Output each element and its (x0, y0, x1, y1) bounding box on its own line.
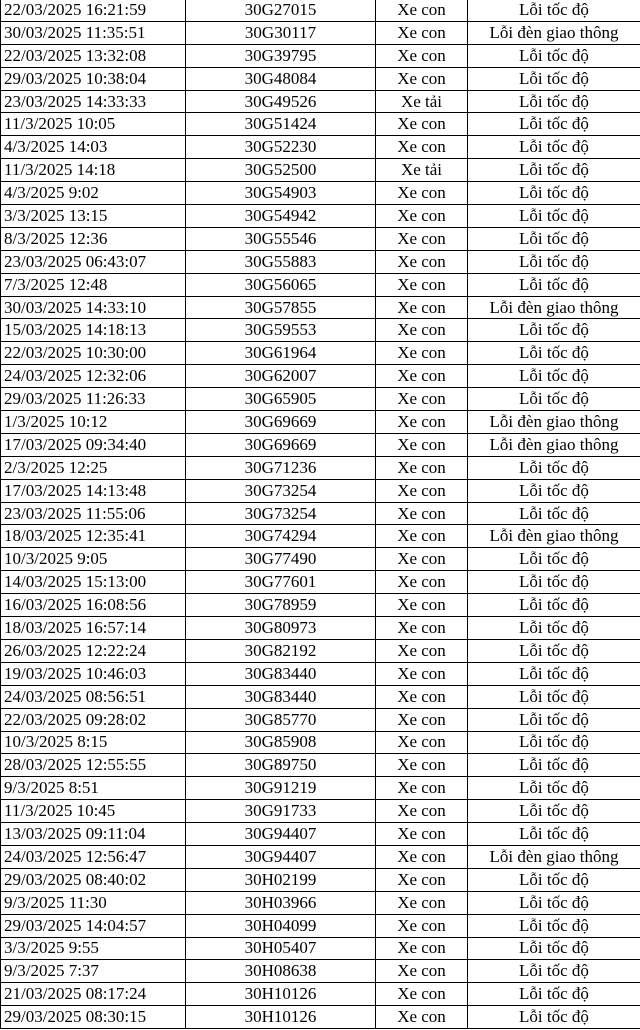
violation-type-cell: Lỗi tốc độ (468, 502, 640, 525)
violation-type-cell: Lỗi tốc độ (468, 44, 640, 67)
vehicle-type-cell: Xe con (376, 1006, 468, 1029)
violation-type-cell: Lỗi tốc độ (468, 914, 640, 937)
vehicle-type-cell: Xe con (376, 548, 468, 571)
license-plate-cell: 30G80973 (186, 617, 376, 640)
violation-time-cell: 30/03/2025 14:33:10 (1, 296, 186, 319)
license-plate-cell: 30G56065 (186, 273, 376, 296)
license-plate-cell: 30G51424 (186, 113, 376, 136)
vehicle-type-cell: Xe con (376, 983, 468, 1006)
license-plate-cell: 30H10126 (186, 983, 376, 1006)
table-row (1, 113, 640, 136)
vehicle-type-cell: Xe con (376, 823, 468, 846)
table-row (1, 594, 640, 617)
violation-time-cell: 29/03/2025 10:38:04 (1, 67, 186, 90)
table-row (1, 708, 640, 731)
table-row (1, 662, 640, 685)
table-row (1, 90, 640, 113)
violation-type-cell: Lỗi đèn giao thông (468, 21, 640, 44)
table-row (1, 525, 640, 548)
table-row (1, 800, 640, 823)
violations-table-body (1, 0, 640, 1029)
table-row (1, 411, 640, 434)
violation-time-cell: 17/03/2025 14:13:48 (1, 479, 186, 502)
violation-type-cell: Lỗi tốc độ (468, 617, 640, 640)
violation-type-cell: Lỗi tốc độ (468, 182, 640, 205)
vehicle-type-cell: Xe con (376, 205, 468, 228)
license-plate-cell: 30H02199 (186, 868, 376, 891)
violation-type-cell: Lỗi đèn giao thông (468, 411, 640, 434)
vehicle-type-cell: Xe con (376, 754, 468, 777)
vehicle-type-cell: Xe con (376, 800, 468, 823)
vehicle-type-cell: Xe con (376, 0, 468, 21)
violation-type-cell: Lỗi tốc độ (468, 456, 640, 479)
violation-type-cell: Lỗi đèn giao thông (468, 433, 640, 456)
table-row (1, 937, 640, 960)
violation-type-cell: Lỗi đèn giao thông (468, 525, 640, 548)
violation-type-cell: Lỗi tốc độ (468, 823, 640, 846)
license-plate-cell: 30G94407 (186, 845, 376, 868)
violation-type-cell: Lỗi tốc độ (468, 0, 640, 21)
violation-type-cell: Lỗi tốc độ (468, 868, 640, 891)
table-row (1, 250, 640, 273)
license-plate-cell: 30G85770 (186, 708, 376, 731)
vehicle-type-cell: Xe con (376, 914, 468, 937)
table-row (1, 571, 640, 594)
vehicle-type-cell: Xe con (376, 319, 468, 342)
table-row (1, 914, 640, 937)
violation-time-cell: 10/3/2025 8:15 (1, 731, 186, 754)
violation-type-cell: Lỗi tốc độ (468, 388, 640, 411)
license-plate-cell: 30G73254 (186, 479, 376, 502)
license-plate-cell: 30H05407 (186, 937, 376, 960)
license-plate-cell: 30G62007 (186, 365, 376, 388)
violation-type-cell: Lỗi tốc độ (468, 113, 640, 136)
violation-type-cell: Lỗi tốc độ (468, 548, 640, 571)
table-row (1, 960, 640, 983)
table-row (1, 639, 640, 662)
vehicle-type-cell: Xe con (376, 639, 468, 662)
violation-time-cell: 24/03/2025 12:56:47 (1, 845, 186, 868)
violation-time-cell: 14/03/2025 15:13:00 (1, 571, 186, 594)
license-plate-cell: 30G27015 (186, 0, 376, 21)
vehicle-type-cell: Xe con (376, 731, 468, 754)
table-row (1, 0, 640, 21)
license-plate-cell: 30G61964 (186, 342, 376, 365)
vehicle-type-cell: Xe con (376, 525, 468, 548)
license-plate-cell: 30H03966 (186, 891, 376, 914)
violation-time-cell: 29/03/2025 11:26:33 (1, 388, 186, 411)
violation-type-cell: Lỗi tốc độ (468, 250, 640, 273)
license-plate-cell: 30G54903 (186, 182, 376, 205)
violation-time-cell: 23/03/2025 14:33:33 (1, 90, 186, 113)
vehicle-type-cell: Xe con (376, 273, 468, 296)
table-row (1, 388, 640, 411)
vehicle-type-cell: Xe con (376, 868, 468, 891)
table-row (1, 479, 640, 502)
license-plate-cell: 30G91219 (186, 777, 376, 800)
table-row (1, 754, 640, 777)
vehicle-type-cell: Xe con (376, 845, 468, 868)
vehicle-type-cell: Xe con (376, 182, 468, 205)
violation-time-cell: 30/03/2025 11:35:51 (1, 21, 186, 44)
violation-type-cell: Lỗi tốc độ (468, 479, 640, 502)
violation-time-cell: 9/3/2025 11:30 (1, 891, 186, 914)
vehicle-type-cell: Xe con (376, 365, 468, 388)
violation-time-cell: 2/3/2025 12:25 (1, 456, 186, 479)
table-row (1, 617, 640, 640)
table-row (1, 44, 640, 67)
violation-time-cell: 18/03/2025 12:35:41 (1, 525, 186, 548)
violation-type-cell: Lỗi tốc độ (468, 227, 640, 250)
vehicle-type-cell: Xe con (376, 960, 468, 983)
violation-type-cell: Lỗi tốc độ (468, 205, 640, 228)
table-row (1, 548, 640, 571)
violation-time-cell: 24/03/2025 12:32:06 (1, 365, 186, 388)
violation-type-cell: Lỗi tốc độ (468, 891, 640, 914)
violation-time-cell: 11/3/2025 14:18 (1, 159, 186, 182)
table-row (1, 1006, 640, 1029)
violation-type-cell: Lỗi tốc độ (468, 319, 640, 342)
table-row (1, 136, 640, 159)
license-plate-cell: 30G89750 (186, 754, 376, 777)
table-row (1, 67, 640, 90)
violation-time-cell: 22/03/2025 13:32:08 (1, 44, 186, 67)
violation-type-cell: Lỗi đèn giao thông (468, 845, 640, 868)
table-row (1, 731, 640, 754)
table-row (1, 342, 640, 365)
violation-type-cell: Lỗi tốc độ (468, 731, 640, 754)
vehicle-type-cell: Xe con (376, 594, 468, 617)
license-plate-cell: 30G91733 (186, 800, 376, 823)
violation-time-cell: 19/03/2025 10:46:03 (1, 662, 186, 685)
table-row (1, 868, 640, 891)
violation-time-cell: 29/03/2025 08:30:15 (1, 1006, 186, 1029)
license-plate-cell: 30G85908 (186, 731, 376, 754)
violation-type-cell: Lỗi tốc độ (468, 960, 640, 983)
vehicle-type-cell: Xe con (376, 937, 468, 960)
vehicle-type-cell: Xe con (376, 617, 468, 640)
violation-time-cell: 3/3/2025 9:55 (1, 937, 186, 960)
vehicle-type-cell: Xe con (376, 136, 468, 159)
vehicle-type-cell: Xe con (376, 67, 468, 90)
violation-time-cell: 16/03/2025 16:08:56 (1, 594, 186, 617)
vehicle-type-cell: Xe tải (376, 90, 468, 113)
violation-type-cell: Lỗi tốc độ (468, 983, 640, 1006)
license-plate-cell: 30G55546 (186, 227, 376, 250)
violation-type-cell: Lỗi tốc độ (468, 571, 640, 594)
license-plate-cell: 30G78959 (186, 594, 376, 617)
vehicle-type-cell: Xe con (376, 479, 468, 502)
license-plate-cell: 30H04099 (186, 914, 376, 937)
table-row (1, 502, 640, 525)
table-row (1, 227, 640, 250)
violation-type-cell: Lỗi tốc độ (468, 777, 640, 800)
vehicle-type-cell: Xe con (376, 433, 468, 456)
vehicle-type-cell: Xe con (376, 227, 468, 250)
vehicle-type-cell: Xe con (376, 113, 468, 136)
violation-time-cell: 29/03/2025 14:04:57 (1, 914, 186, 937)
table-row (1, 456, 640, 479)
license-plate-cell: 30G77601 (186, 571, 376, 594)
vehicle-type-cell: Xe con (376, 777, 468, 800)
vehicle-type-cell: Xe con (376, 296, 468, 319)
violation-time-cell: 24/03/2025 08:56:51 (1, 685, 186, 708)
table-row (1, 159, 640, 182)
vehicle-type-cell: Xe con (376, 708, 468, 731)
vehicle-type-cell: Xe con (376, 342, 468, 365)
violation-type-cell: Lỗi tốc độ (468, 685, 640, 708)
license-plate-cell: 30G52500 (186, 159, 376, 182)
license-plate-cell: 30G57855 (186, 296, 376, 319)
license-plate-cell: 30G94407 (186, 823, 376, 846)
vehicle-type-cell: Xe con (376, 250, 468, 273)
violation-time-cell: 3/3/2025 13:15 (1, 205, 186, 228)
license-plate-cell: 30G74294 (186, 525, 376, 548)
license-plate-cell: 30G30117 (186, 21, 376, 44)
violation-time-cell: 22/03/2025 10:30:00 (1, 342, 186, 365)
violation-time-cell: 18/03/2025 16:57:14 (1, 617, 186, 640)
violation-time-cell: 11/3/2025 10:45 (1, 800, 186, 823)
vehicle-type-cell: Xe con (376, 388, 468, 411)
license-plate-cell: 30G52230 (186, 136, 376, 159)
license-plate-cell: 30G73254 (186, 502, 376, 525)
license-plate-cell: 30G69669 (186, 433, 376, 456)
table-row (1, 685, 640, 708)
violation-time-cell: 7/3/2025 12:48 (1, 273, 186, 296)
violation-time-cell: 11/3/2025 10:05 (1, 113, 186, 136)
vehicle-type-cell: Xe con (376, 891, 468, 914)
vehicle-type-cell: Xe con (376, 502, 468, 525)
violation-type-cell: Lỗi tốc độ (468, 1006, 640, 1029)
license-plate-cell: 30G83440 (186, 662, 376, 685)
license-plate-cell: 30G49526 (186, 90, 376, 113)
violation-type-cell: Lỗi tốc độ (468, 365, 640, 388)
violation-type-cell: Lỗi tốc độ (468, 800, 640, 823)
license-plate-cell: 30H10126 (186, 1006, 376, 1029)
vehicle-type-cell: Xe con (376, 44, 468, 67)
license-plate-cell: 30G48084 (186, 67, 376, 90)
table-row (1, 182, 640, 205)
violation-time-cell: 29/03/2025 08:40:02 (1, 868, 186, 891)
violation-type-cell: Lỗi tốc độ (468, 342, 640, 365)
violation-type-cell: Lỗi tốc độ (468, 639, 640, 662)
violation-type-cell: Lỗi tốc độ (468, 136, 640, 159)
violation-time-cell: 22/03/2025 16:21:59 (1, 0, 186, 21)
table-row (1, 273, 640, 296)
table-row (1, 777, 640, 800)
table-row (1, 365, 640, 388)
license-plate-cell: 30G39795 (186, 44, 376, 67)
violation-time-cell: 13/03/2025 09:11:04 (1, 823, 186, 846)
vehicle-type-cell: Xe con (376, 662, 468, 685)
violation-type-cell: Lỗi tốc độ (468, 159, 640, 182)
violation-type-cell: Lỗi tốc độ (468, 662, 640, 685)
vehicle-type-cell: Xe con (376, 21, 468, 44)
license-plate-cell: 30H08638 (186, 960, 376, 983)
violation-time-cell: 15/03/2025 14:18:13 (1, 319, 186, 342)
violation-time-cell: 10/3/2025 9:05 (1, 548, 186, 571)
violation-time-cell: 28/03/2025 12:55:55 (1, 754, 186, 777)
violation-time-cell: 8/3/2025 12:36 (1, 227, 186, 250)
license-plate-cell: 30G54942 (186, 205, 376, 228)
vehicle-type-cell: Xe con (376, 456, 468, 479)
violation-type-cell: Lỗi đèn giao thông (468, 296, 640, 319)
vehicle-type-cell: Xe con (376, 411, 468, 434)
violation-type-cell: Lỗi tốc độ (468, 594, 640, 617)
table-row (1, 21, 640, 44)
license-plate-cell: 30G83440 (186, 685, 376, 708)
license-plate-cell: 30G71236 (186, 456, 376, 479)
table-row (1, 823, 640, 846)
table-row (1, 891, 640, 914)
license-plate-cell: 30G59553 (186, 319, 376, 342)
table-row (1, 983, 640, 1006)
violation-time-cell: 9/3/2025 8:51 (1, 777, 186, 800)
violation-type-cell: Lỗi tốc độ (468, 937, 640, 960)
violation-time-cell: 21/03/2025 08:17:24 (1, 983, 186, 1006)
violation-type-cell: Lỗi tốc độ (468, 90, 640, 113)
table-row (1, 319, 640, 342)
violation-type-cell: Lỗi tốc độ (468, 273, 640, 296)
license-plate-cell: 30G65905 (186, 388, 376, 411)
license-plate-cell: 30G55883 (186, 250, 376, 273)
violation-type-cell: Lỗi tốc độ (468, 708, 640, 731)
violation-time-cell: 26/03/2025 12:22:24 (1, 639, 186, 662)
license-plate-cell: 30G69669 (186, 411, 376, 434)
table-row (1, 845, 640, 868)
violation-type-cell: Lỗi tốc độ (468, 754, 640, 777)
vehicle-type-cell: Xe con (376, 571, 468, 594)
table-row (1, 205, 640, 228)
license-plate-cell: 30G77490 (186, 548, 376, 571)
violation-time-cell: 22/03/2025 09:28:02 (1, 708, 186, 731)
violation-time-cell: 4/3/2025 9:02 (1, 182, 186, 205)
violation-time-cell: 23/03/2025 11:55:06 (1, 502, 186, 525)
violation-time-cell: 1/3/2025 10:12 (1, 411, 186, 434)
vehicle-type-cell: Xe tải (376, 159, 468, 182)
table-row (1, 296, 640, 319)
violation-time-cell: 9/3/2025 7:37 (1, 960, 186, 983)
violation-time-cell: 4/3/2025 14:03 (1, 136, 186, 159)
violation-time-cell: 17/03/2025 09:34:40 (1, 433, 186, 456)
table-row (1, 433, 640, 456)
violation-time-cell: 23/03/2025 06:43:07 (1, 250, 186, 273)
vehicle-type-cell: Xe con (376, 685, 468, 708)
license-plate-cell: 30G82192 (186, 639, 376, 662)
violation-type-cell: Lỗi tốc độ (468, 67, 640, 90)
